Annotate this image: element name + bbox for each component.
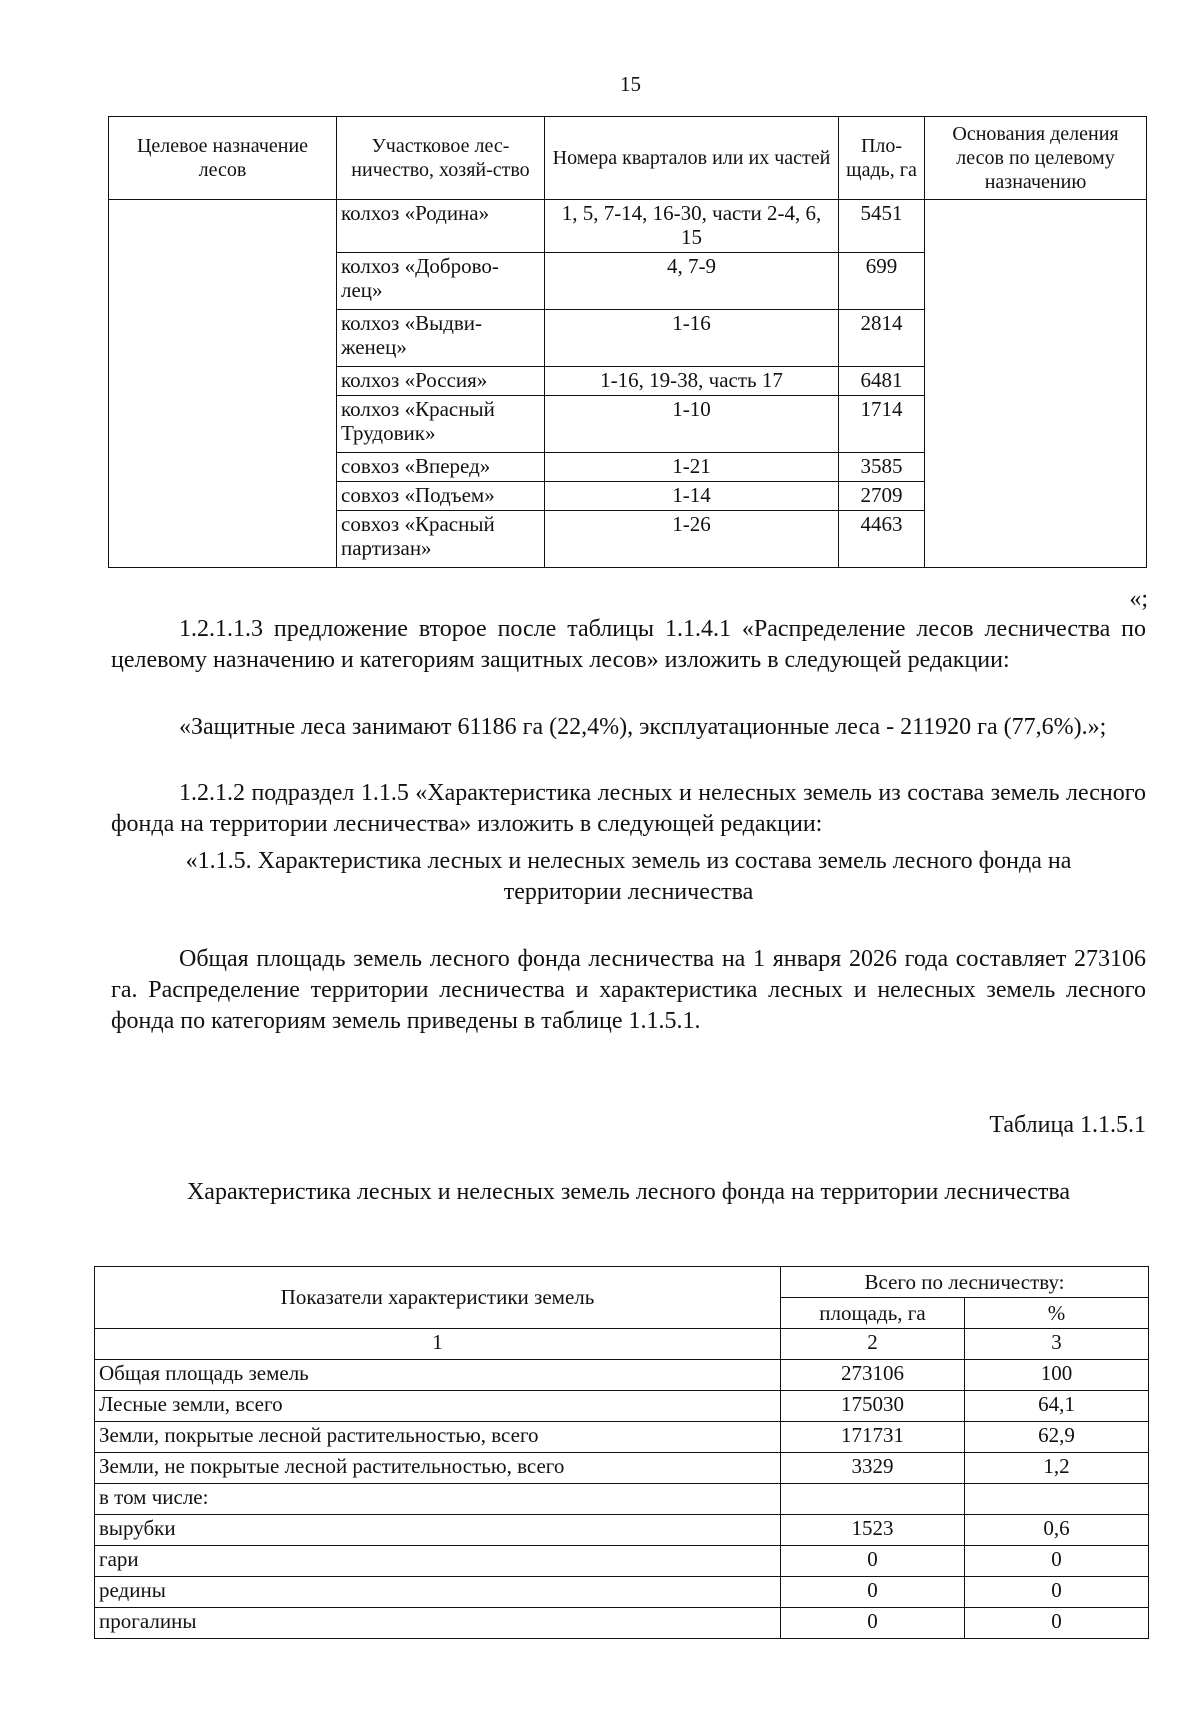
farm-cell: совхоз «Вперед» [337,453,545,482]
percent-value: 62,9 [965,1422,1149,1453]
row-label: в том числе: [95,1484,781,1515]
paragraph-protective-forests: «Защитные леса занимают 61186 га (22,4%), эксплуатационные леса - 211920 га (77,6%).»; [179,714,1107,740]
header-quarters: Номера кварталов или их частей [545,117,839,200]
percent-value [965,1484,1149,1515]
percent-value: 0 [965,1546,1149,1577]
page-number: 15 [620,72,641,96]
row-label: Земли, покрытые лесной растительностью, всего [95,1422,781,1453]
quarters-cell: 1-16 [545,310,839,367]
row-label: Земли, не покрытые лесной растительностью, всего [95,1453,781,1484]
area-value: 273106 [781,1360,965,1391]
header-basis: Основания деления лесов по целевому назначению [925,117,1147,200]
quarters-cell: 1-16, 19-38, часть 17 [545,367,839,396]
area-value: 0 [781,1608,965,1639]
area-cell: 1714 [839,396,925,453]
percent-value: 0 [965,1577,1149,1608]
paragraph-total-area: Общая площадь земель лесного фонда лесничества на 1 января 2026 года составляет 273106 га. Распределение территории лесничества и характеристика лесных и нелесных земель лесного фонда по категориям земель приведены в таблице 1.1.5.1. [111,946,1146,1034]
table-label: Таблица 1.1.5.1 [989,1112,1146,1138]
area-value [781,1484,965,1515]
area-cell: 2814 [839,310,925,367]
farm-cell: колхоз «Доброво-лец» [337,253,545,310]
farm-cell: колхоз «Выдви-женец» [337,310,545,367]
farm-cell: совхоз «Подъем» [337,482,545,511]
purpose-cell [109,200,337,568]
percent-value: 0,6 [965,1515,1149,1546]
area-value: 0 [781,1577,965,1608]
area-value: 175030 [781,1391,965,1422]
table-row [95,1360,1149,1391]
percent-value: 0 [965,1608,1149,1639]
header-area: площадь, га [781,1298,965,1329]
row-label: прогалины [95,1608,781,1639]
area-cell: 699 [839,253,925,310]
area-value: 171731 [781,1422,965,1453]
table-header-row [109,117,1147,200]
column-number: 1 [95,1329,781,1360]
column-number-row [95,1329,1149,1360]
farm-cell: колхоз «Россия» [337,367,545,396]
area-cell: 4463 [839,511,925,568]
table-row [95,1546,1149,1577]
paragraph-amendment-2: 1.2.1.2 подраздел 1.1.5 «Характеристика лесных и нелесных земель из состава земель лесного фонда на территории лесничества» изложить в следующей редакции: [111,780,1146,837]
table-row [95,1422,1149,1453]
header-purpose: Целевое назначение лесов [109,117,337,200]
table-title: Характеристика лесных и нелесных земель лесного фонда на территории лесничества [186,1179,1071,1205]
quarters-cell: 1-10 [545,396,839,453]
percent-value: 100 [965,1360,1149,1391]
table-row [95,1577,1149,1608]
table-row [109,200,1147,253]
percent-value: 64,1 [965,1391,1149,1422]
percent-value: 1,2 [965,1453,1149,1484]
table-row [95,1453,1149,1484]
quarters-cell: 1-14 [545,482,839,511]
table-row [95,1608,1149,1639]
area-cell: 3585 [839,453,925,482]
table-header-row [95,1267,1149,1298]
header-indicator: Показатели характеристики земель [95,1267,781,1329]
quarters-cell: 1-21 [545,453,839,482]
area-cell: 5451 [839,200,925,253]
farm-cell: колхоз «Красный Трудовик» [337,396,545,453]
land-characteristics-table [94,1266,1149,1639]
paragraph-amendment-1: 1.2.1.1.3 предложение второе после таблицы 1.1.4.1 «Распределение лесов лесничества по целевому назначению и категориям защитных лесов» изложить в следующей редакции: [111,616,1146,673]
header-total: Всего по лесничеству: [781,1267,1149,1298]
closing-quote: «; [1129,586,1148,612]
farm-cell: совхоз «Красный партизан» [337,511,545,568]
table-row [95,1391,1149,1422]
section-heading: «1.1.5. Характеристика лесных и нелесных земель из состава земель лесного фонда на территории лесничества [185,848,1072,905]
area-value: 3329 [781,1453,965,1484]
basis-cell [925,200,1147,568]
row-label: гари [95,1546,781,1577]
column-number: 2 [781,1329,965,1360]
area-cell: 6481 [839,367,925,396]
header-forestry: Участковое лес-ничество, хозяй-ство [337,117,545,200]
row-label: Лесные земли, всего [95,1391,781,1422]
farm-cell: колхоз «Родина» [337,200,545,253]
area-value: 0 [781,1546,965,1577]
forest-purpose-table [108,116,1147,568]
header-area: Пло-щадь, га [839,117,925,200]
quarters-cell: 1-26 [545,511,839,568]
row-label: Общая площадь земель [95,1360,781,1391]
column-number: 3 [965,1329,1149,1360]
row-label: вырубки [95,1515,781,1546]
quarters-cell: 1, 5, 7-14, 16-30, части 2-4, 6, 15 [545,200,839,253]
quarters-cell: 4, 7-9 [545,253,839,310]
area-value: 1523 [781,1515,965,1546]
area-cell: 2709 [839,482,925,511]
row-label: редины [95,1577,781,1608]
header-percent: % [965,1298,1149,1329]
table-row [95,1515,1149,1546]
table-row [95,1484,1149,1515]
